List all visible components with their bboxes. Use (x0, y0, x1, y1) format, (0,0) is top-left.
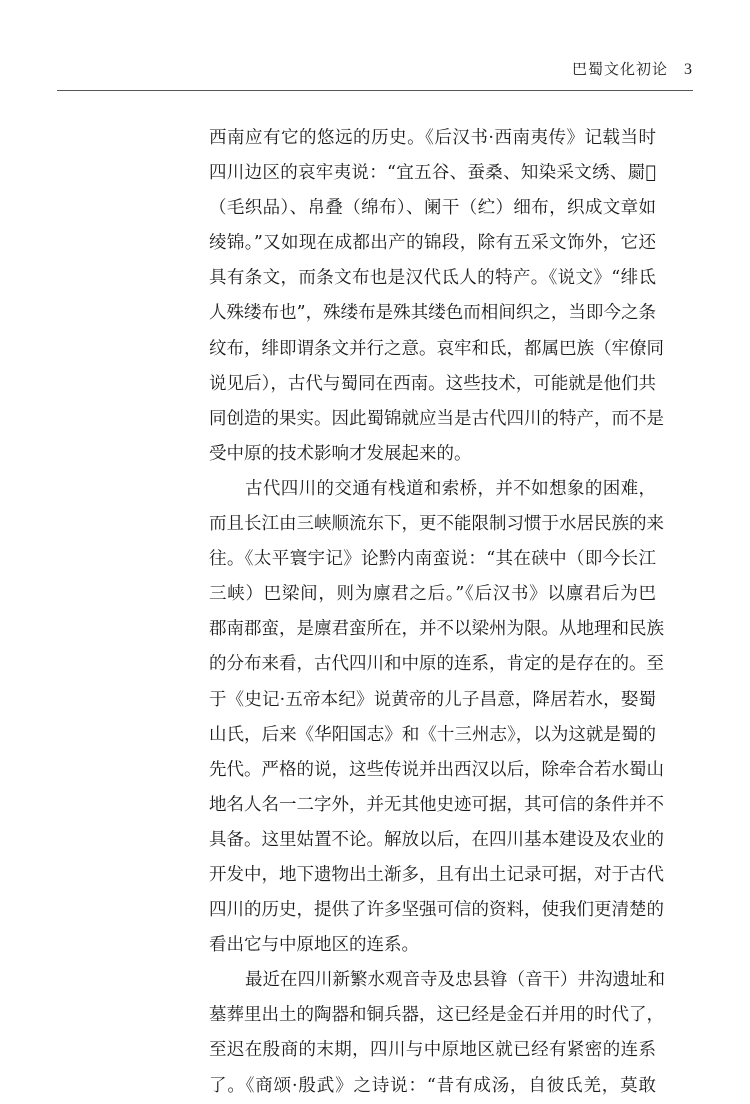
text-line: 具有条文，而条文布也是汉代氐人的特产。《说文》“绯氐 (209, 268, 656, 289)
text-line: 绫锦。”又如现在成都出产的锦段，除有五采文饰外，它还 (209, 233, 656, 254)
text-line: 同创造的果实。因此蜀锦就应当是古代四川的特产，而不是 (209, 408, 664, 429)
text-line: 说见后），古代与蜀同在西南。这些技术，可能就是他们共 (209, 373, 656, 394)
text-line: 的分布来看，古代四川和中原的连系，肯定的是存在的。至 (209, 654, 664, 675)
book-title: 巴蜀文化初论 (571, 60, 668, 78)
text-line: 古代四川的交通有栈道和索桥，并不如想象的困难， (245, 478, 656, 499)
text-line: 了。《商颂·殷武》之诗说：“昔有成汤，自彼氐羌，莫敢 (209, 1075, 656, 1096)
text-line: 四川的历史，提供了许多坚强可信的资料，使我们更清楚的 (209, 900, 664, 921)
text-line: 于《史记·五帝本纪》说黄帝的儿子昌意，降居若水，娶蜀 (209, 689, 656, 710)
text-line: 开发中，地下遗物出土渐多，且有出土记录可据，对于古代 (209, 864, 664, 885)
text-line: 先代。严格的说，这些传说并出西汉以后，除牵合若水蜀山 (209, 759, 664, 780)
text-line: 三峡）巴梁间，则为廪君之后。”《后汉书》以廪君后为巴 (209, 584, 656, 605)
header-rule (57, 90, 693, 91)
text-line: 西南应有它的悠远的历史。《后汉书·西南夷传》记载当时 (209, 128, 656, 148)
text-line: 往。《太平寰宇记》论黔内南蛮说：“其在硖中（即今长江 (209, 549, 656, 570)
text-line: 墓葬里出土的陶器和铜兵器，这已经是金石并用的时代了， (209, 1005, 664, 1026)
running-header (572, 58, 693, 79)
text-line: 具备。这里姑置不论。解放以后，在四川基本建设及农业的 (209, 829, 664, 850)
body-text (209, 121, 665, 1104)
paragraph-1 (209, 121, 664, 472)
text-line: 郡南郡蛮，是廪君蛮所在，并不以梁州为限。从地理和民族 (209, 619, 664, 640)
text-line: 受中原的技术影响才发展起来的。 (209, 443, 472, 464)
text-line: 地名人名一二字外，并无其他史迹可据，其可信的条件并不 (209, 794, 664, 815)
text-line: 山氏，后来《华阳国志》和《十三州志》，以为这就是蜀的 (209, 724, 656, 745)
text-line: （毛织品）、帛叠（绵布）、阑干（纻）细布，织成文章如 (209, 198, 656, 219)
text-line: 看出它与中原地区的连系。 (209, 935, 419, 956)
text-line: 而且长江由三峡顺流东下，更不能限制习惯于水居民族的来 (209, 514, 664, 535)
text-line: 人殊缕布也”，殊缕布是殊其缕色而相间织之，当即今之条 (209, 303, 656, 324)
paragraph-3 (209, 963, 665, 1103)
text-line: 最近在四川新繁水观音寺及忠县㽏（音干）井沟遗址和 (245, 970, 665, 991)
page-number: 3 (684, 61, 693, 78)
paragraph-2 (209, 472, 664, 963)
text-line: 至迟在殷商的末期，四川与中原地区就已经有紧密的连系 (209, 1040, 656, 1061)
text-line: 四川边区的哀牢夷说：“宜五谷、蚕桑、知染采文绣、罽𣰆 (209, 163, 656, 184)
text-line: 纹布，绯即谓条文并行之意。哀牢和氐，都属巴族（牢僚同 (209, 338, 664, 359)
